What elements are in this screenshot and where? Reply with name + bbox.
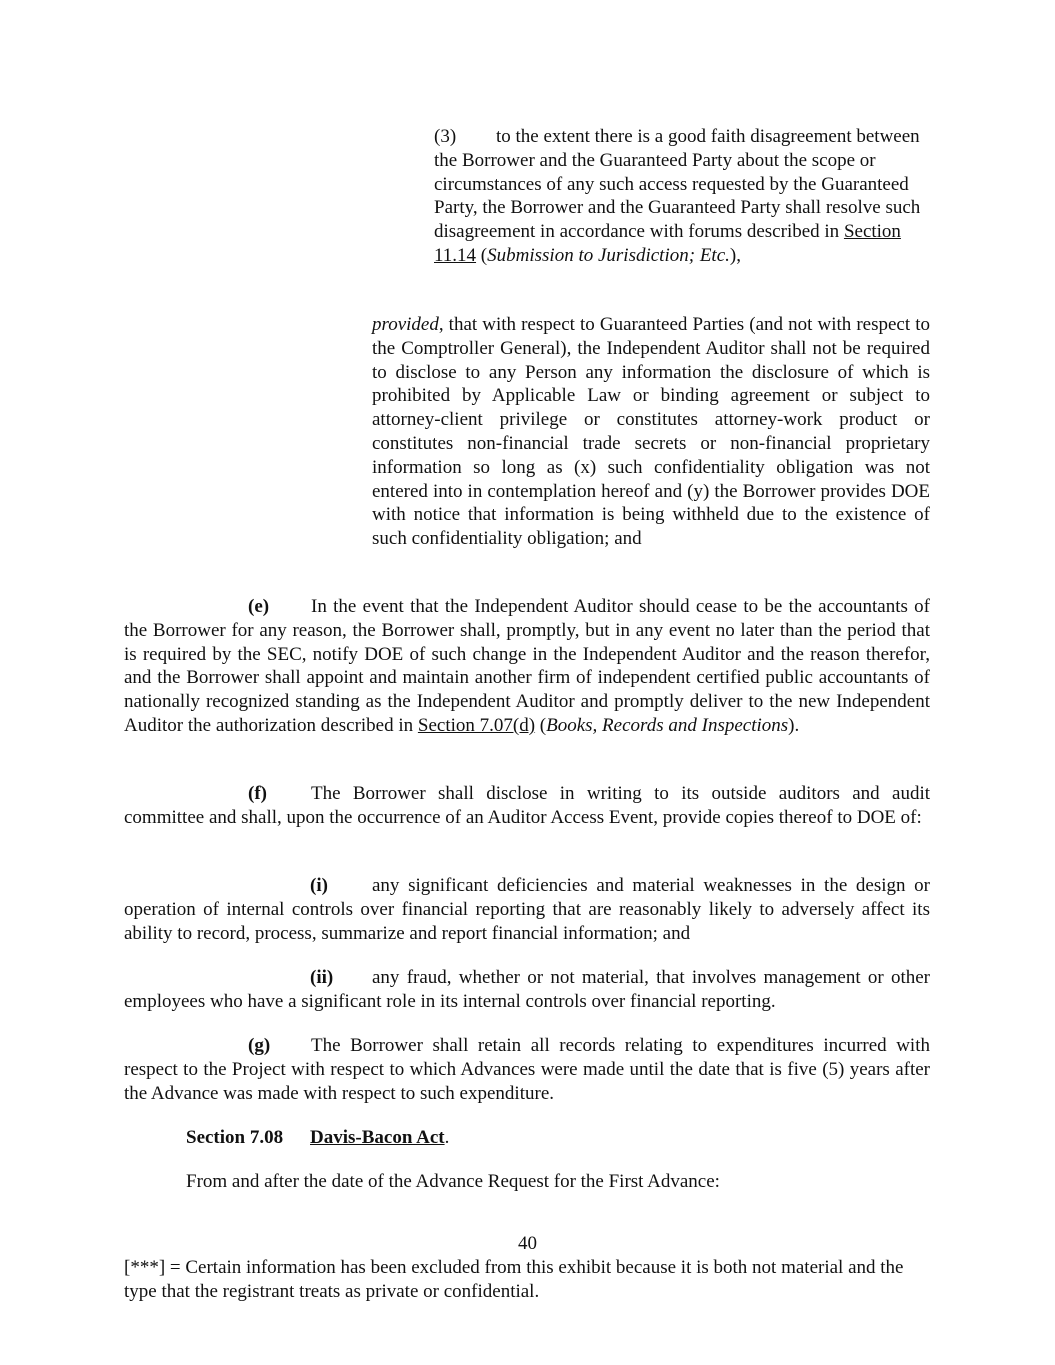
section-title: Davis-Bacon Act (310, 1127, 445, 1148)
paragraph-ii-text: any fraud, whether or not material, that involves management or other employees who have a significant role in its internal controls over financial reporting. (124, 967, 930, 1012)
clause-3-label: (3) (434, 126, 457, 147)
proviso-paragraph (372, 313, 930, 551)
paren-close: ). (788, 714, 800, 736)
paragraph-f (124, 782, 930, 830)
paragraph-i-text: any significant deficiencies and material weaknesses in the design or operation of internal controls over financial reporting that are reasonably likely to adversely affect its ability to record, process, summarize and report financial information; and (124, 875, 930, 944)
clause-3-text: to the extent there is a good faith disagreement between the Borrower and the Guaranteed Party about the scope or circumstances of any such access requested by the Guaranteed Party, the Borrower and the Guaranteed Party shall resolve such disagreement in accordance with forums described in (434, 126, 921, 243)
paragraph-i-label: (i) (310, 875, 328, 896)
section-heading (186, 1126, 930, 1150)
reference-title: Books, Records and Inspections (546, 714, 789, 736)
paragraph-g-label: (g) (248, 1035, 271, 1056)
section-heading-end: . (444, 1127, 450, 1148)
paragraph-f-label: (f) (248, 783, 267, 804)
paragraph-e-text: In the event that the Independent Auditor should cease to be the accountants of the Borrower for any reason, the Borrower shall, promptly, but in any event no later than the period that is required by the SEC, notify DOE of such change in the Independent Auditor and the reason therefor, and the Borrower shall appoint and maintain another firm of independent certified public accountants of nationally recognized standing as the Independent Auditor and promptly deliver to the new Independent Auditor the authorization described in (124, 596, 930, 736)
paragraph-e (124, 595, 930, 738)
paren-close: ), (729, 244, 741, 266)
paren-open: ( (535, 714, 547, 736)
paren-open: ( (476, 244, 488, 266)
section-7-07d-reference: Section 7.07(d) (417, 714, 536, 736)
proviso-text: , that with respect to Guaranteed Parties (and not with respect to the Comptroller General), the Independent Auditor shall not be required to disclose to any Person any information the disclosure of which is prohibited by Applicable Law or binding agreement or subject to attorney-client privilege or constitutes attorney-work product or constitutes non-financial trade secrets or non-financial proprietary information so long as (x) such confidentiality obligation was not entered into in contemplation hereof and (y) the Borrower provides DOE with notice that information is being withheld due to the existence of such confidentiality obligation; and (372, 314, 930, 550)
paragraph-ii (124, 966, 930, 1014)
page-number: 40 (518, 1233, 537, 1254)
section-11-14-reference: Section 11.14 (434, 221, 901, 266)
paragraph-e-label: (e) (248, 596, 270, 617)
section-intro-text: From and after the date of the Advance Request for the First Advance: (186, 1171, 720, 1192)
paragraph-g-text: The Borrower shall retain all records relating to expenditures incurred with respect to the Project with respect to which Advances were made until the date that is five (5) years after the Advance was made with respect to such expenditure. (124, 1035, 930, 1104)
paragraph-g (124, 1034, 930, 1105)
footnote: [***] = Certain information has been excluded from this exhibit because it is both not material and the type that the registrant treats as private or confidential. (124, 1257, 904, 1302)
paragraph-i (124, 874, 930, 945)
reference-title: Submission to Jurisdiction; Etc. (487, 244, 730, 266)
section-number: Section 7.08 (186, 1127, 284, 1148)
paragraph-f-text: The Borrower shall disclose in writing to its outside auditors and audit committee and shall, upon the occurrence of an Auditor Access Event, provide copies thereof to DOE of: (124, 783, 930, 828)
paragraph-ii-label: (ii) (310, 967, 334, 988)
proviso-lead: provided (372, 314, 439, 335)
clause-3 (434, 125, 934, 268)
